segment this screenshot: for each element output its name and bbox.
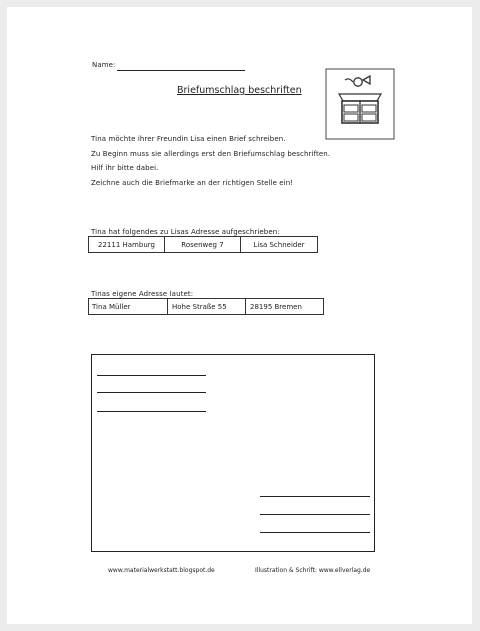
recipient-line-2[interactable] bbox=[260, 514, 370, 515]
lisa-address-label: Tina hat folgendes zu Lisas Adresse aufgeschrieben: bbox=[91, 228, 280, 236]
table-row bbox=[89, 299, 324, 315]
recipient-line-1[interactable] bbox=[260, 496, 370, 497]
intro-line: Zeichne auch die Briefmarke an der richtigen Stelle ein! bbox=[91, 178, 294, 187]
worksheet-title: Briefumschlag beschriften bbox=[177, 85, 302, 96]
footer-credit: Illustration & Schrift: www.ellverlag.de bbox=[255, 567, 371, 574]
table-cell: 28195 Bremen bbox=[246, 299, 324, 315]
sender-line-2[interactable] bbox=[97, 392, 206, 393]
name-label: Name: bbox=[92, 61, 116, 69]
sender-line-3[interactable] bbox=[97, 411, 206, 412]
table-cell: Lisa Schneider bbox=[241, 237, 318, 253]
table-cell: 22111 Hamburg bbox=[89, 237, 165, 253]
table-cell: Hohe Straße 55 bbox=[168, 299, 246, 315]
intro-text bbox=[91, 132, 330, 190]
tina-address-label: Tinas eigene Adresse lautet: bbox=[91, 290, 194, 298]
recipient-line-3[interactable] bbox=[260, 532, 370, 533]
worksheet-page bbox=[7, 7, 472, 624]
tina-address-table bbox=[88, 298, 324, 315]
intro-line: Tina möchte ihrer Freundin Lisa einen Brief schreiben. bbox=[91, 135, 286, 143]
table-cell: Tina Müller bbox=[89, 299, 168, 315]
footer-source: www.materialwerkstatt.blogspot.de bbox=[108, 567, 215, 574]
intro-line: Zu Beginn muss sie allerdings erst den Briefumschlag beschriften. bbox=[91, 149, 331, 158]
intro-line: Hilf ihr bitte dabei. bbox=[91, 164, 159, 173]
table-cell: Rosenweg 7 bbox=[165, 237, 241, 253]
name-field-line[interactable] bbox=[117, 70, 245, 71]
lisa-address-table bbox=[88, 236, 318, 253]
sender-line-1[interactable] bbox=[97, 375, 206, 376]
table-row bbox=[89, 237, 318, 253]
envelope-frame bbox=[91, 354, 375, 552]
mailbox-icon bbox=[325, 68, 395, 140]
